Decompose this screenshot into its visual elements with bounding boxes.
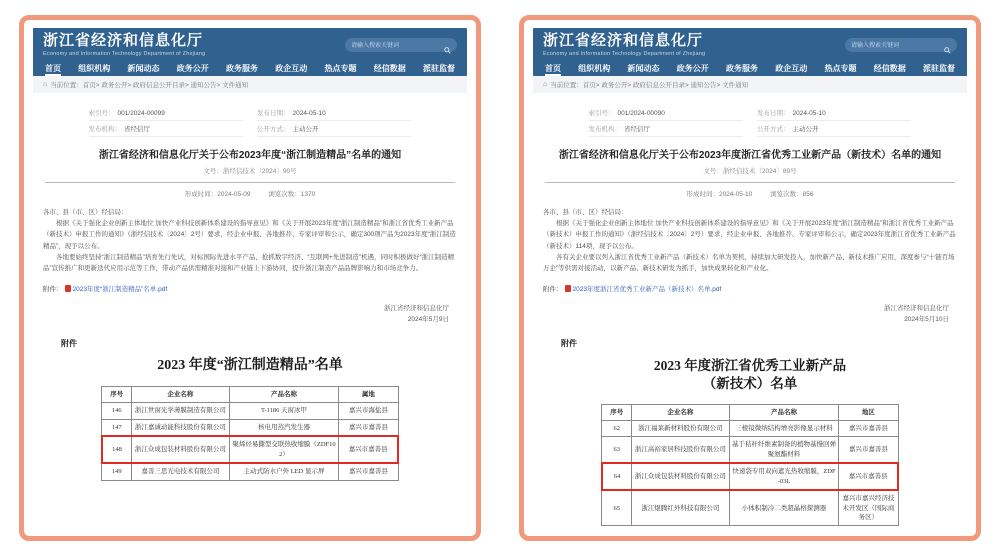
- main-nav: [33, 59, 467, 76]
- nav-item-gov-disclosure[interactable]: 政务公开: [676, 63, 709, 73]
- search-placeholder: 请输入搜索关键词: [351, 43, 400, 50]
- signature-block: [43, 303, 457, 326]
- view-count: 浏览次数：856: [770, 190, 814, 198]
- nav-item-hot-topics[interactable]: 热点专题: [324, 63, 357, 73]
- nav-item-organization[interactable]: 组织机构: [78, 63, 111, 73]
- meta-pub-date: 2024-05-10: [292, 109, 326, 117]
- site-subtitle: Economy and Information Technology Department of Zhejiang: [43, 50, 206, 57]
- table-row: 65 浙江焜腾红外科技有限公司 小体积制冷二类超晶格探测器 嘉兴市嘉兴经济技术开发区（国际商务区）: [602, 490, 898, 526]
- doc-stats: [543, 189, 957, 198]
- meta-open-mode: 主动公开: [292, 125, 319, 133]
- nav-item-home[interactable]: 首页: [45, 63, 61, 76]
- salutation: 各市、县（市、区）经信局：: [543, 208, 628, 216]
- search-input[interactable]: [845, 38, 957, 52]
- table-row: 146 浙江世窗光学薄膜制造有限公司 T-1186 天窗冰甲 嘉兴市海盐县: [102, 403, 398, 419]
- site-header: [33, 28, 467, 76]
- home-icon: ⌂: [43, 80, 48, 88]
- site-title: 浙江省经济和信息化厅: [543, 32, 704, 49]
- search-icon[interactable]: [444, 41, 451, 48]
- pdf-icon: [565, 285, 571, 292]
- appendix-title: 2023 年度“浙江制造精品”名单: [157, 358, 343, 374]
- doc-body: [43, 207, 457, 275]
- breadcrumb[interactable]: ⌂ 当前位置：首页> 政务公开> 政府信息公开目录> 通知公告> 文件通知: [33, 76, 467, 93]
- attachment-link[interactable]: 2023年度浙江省优秀工业新产品（新技术）名单.pdf: [572, 285, 722, 293]
- site-title: 浙江省经济和信息化厅: [43, 32, 204, 49]
- signature-org: 浙江省经济和信息化厅: [884, 304, 949, 312]
- doc-number: 文号：浙经信技术〔2024〕90号: [203, 167, 297, 175]
- results-table-left: [101, 386, 399, 481]
- signature-date: 2024年5月9日: [407, 316, 449, 324]
- nav-item-organization[interactable]: 组织机构: [578, 63, 611, 73]
- site-subtitle: Economy and Information Technology Department of Zhejiang: [543, 50, 706, 57]
- doc-body: [543, 207, 957, 275]
- table-row-highlighted: 148 浙江众成包装材料股份有限公司 聚烯烃易撕型交联热收缩膜（ZDF102） 嘉兴市嘉善县: [102, 436, 398, 463]
- screenshot-panel-left: [19, 15, 481, 541]
- salutation: 各市、县（市、区）经信局：: [43, 208, 128, 216]
- meta-open-mode: 主动公开: [792, 125, 819, 133]
- home-icon: ⌂: [543, 80, 548, 88]
- site-header: [533, 28, 967, 76]
- nav-item-hot-topics[interactable]: 热点专题: [824, 63, 857, 73]
- table-header-row: 序号 企业名称 产品名称 属地: [102, 387, 398, 403]
- nav-item-supervision[interactable]: 派驻监督: [923, 63, 955, 73]
- meta-index-no: 001/2024-00090: [617, 109, 665, 117]
- body-paragraph-1: 根据《关于强化企业创新主体地位 加快产业科技创新体系建设的指导意见》和《关于开展2023年度“浙江制造精品”和浙江省优秀工业新产品（新技术）申报工作的通知》（浙经信技术〔2024〕2号）要求，经企业申报、各地推荐、专家评审和公示，确定300项产品为2023年度“浙江制造精品”，现予以公布。: [43, 219, 456, 250]
- nav-item-industry-data[interactable]: 经信数据: [373, 63, 406, 73]
- meta-pub-org: 省经信厅: [124, 125, 151, 133]
- document-right: [533, 93, 967, 527]
- body-paragraph-2: 各有关企业要以列入浙江省优秀工业新产品（新技术）名单为契机，持续加大研发投入，加快新产品、新技术推广应用，深度参与“十链百场万企”等供需对接活动，以新产品、新技术研发为抓手，加快成果转化和产业化。: [543, 254, 955, 273]
- meta-pub-date: 2024-05-10: [792, 109, 826, 117]
- nav-item-gov-services[interactable]: 政务服务: [226, 63, 258, 73]
- signature-block: [543, 303, 957, 326]
- meta-pub-org: 省经信厅: [624, 125, 651, 133]
- nav-item-industry-data[interactable]: 经信数据: [873, 63, 906, 73]
- formed-time: 形成时间：2024-05-10: [686, 190, 753, 198]
- pdf-icon: [65, 285, 71, 292]
- formed-time: 形成时间：2024-05-09: [184, 190, 251, 198]
- nav-item-gov-disclosure[interactable]: 政务公开: [176, 63, 209, 73]
- nav-item-home[interactable]: 首页: [545, 63, 561, 76]
- doc-title: 浙江省经济和信息化厅关于公布2023年度“浙江制造精品”名单的通知: [98, 149, 402, 161]
- nav-item-news[interactable]: 新闻动态: [127, 63, 160, 73]
- site-logo: [43, 33, 205, 57]
- attachment-row: 附件： 2023年度浙江省优秀工业新产品（新技术）名单.pdf: [543, 285, 722, 293]
- appendix-label: 附件: [61, 339, 77, 349]
- body-paragraph-1: 根据《关于强化企业创新主体地位 加快产业科技创新体系建设的指导意见》和《关于开展2023年度“浙江制造精品”和浙江省优秀工业新产品（新技术）申报工作的通知》（浙经信技术〔2024〕2号）要求，经企业申报、各地推荐、专家评审和公示，确定2023年度浙江省优秀工业新产品（新技术）114项，现予以公布。: [543, 219, 956, 250]
- search-input[interactable]: [345, 38, 457, 52]
- search-placeholder: 请输入搜索关键词: [851, 43, 900, 50]
- table-header-row: 序号 企业名称 产品名称 地区: [602, 404, 898, 420]
- signature-org: 浙江省经济和信息化厅: [384, 304, 449, 312]
- document-left: [33, 93, 467, 481]
- screenshot-panel-right: [519, 15, 981, 541]
- nav-item-gov-services[interactable]: 政务服务: [726, 63, 758, 73]
- table-row: 63 浙江高裕家居科技股份有限公司 基于秸秆纤维素制备的植物基慢回弹聚氨酯材料 嘉兴市嘉善县: [602, 437, 898, 463]
- doc-title: 浙江省经济和信息化厅关于公布2023年度浙江省优秀工业新产品（新技术）名单的通知: [558, 149, 942, 161]
- doc-meta: 索引号： 001/2024-00099 发布日期： 2024-05-10 发布机构： 省经信厅 公开方式： 主动公开: [89, 105, 412, 137]
- site-logo: [543, 33, 705, 57]
- breadcrumb[interactable]: ⌂ 当前位置：首页> 政务公开> 政府信息公开目录> 通知公告> 文件通知: [533, 76, 967, 93]
- nav-item-interaction[interactable]: 政企互动: [275, 63, 308, 73]
- nav-item-interaction[interactable]: 政企互动: [775, 63, 808, 73]
- appendix-label: 附件: [561, 339, 577, 349]
- body-paragraph-2: 各地要始终坚持“浙江制造精品”培育先行先试，对标国际先进水平产品，抢抓数字经济、“互联网+先进制造”机遇，同时积极做好“浙江制造精品”宣传推广和更新迭代应用示范等工作，带动产品供需精准对接和产业链上下游协同，提升浙江制造产品品牌影响力和市场竞争力。: [43, 254, 455, 273]
- doc-stats: [43, 189, 457, 198]
- nav-item-news[interactable]: 新闻动态: [627, 63, 660, 73]
- results-table-right: [601, 404, 899, 527]
- doc-meta: 索引号： 001/2024-00090 发布日期： 2024-05-10 发布机构： 省经信厅 公开方式： 主动公开: [589, 105, 912, 137]
- view-count: 浏览次数：1370: [268, 190, 316, 198]
- doc-number: 文号：浙经信技术〔2024〕89号: [703, 167, 797, 175]
- meta-index-no: 001/2024-00099: [117, 109, 165, 117]
- table-row-highlighted: 64 浙江众成包装材料股份有限公司 快递袋专用双向遮光热收缩膜，ZDF-03L 嘉兴市嘉善县: [602, 463, 898, 490]
- table-row: 147 浙江嘉诚动能科技股份有限公司 核电用蒸汽发生器 嘉兴市嘉善县: [102, 419, 398, 436]
- table-row: 62 浙江福莱新材料股份有限公司 三棱镜微纳结构增亮影像显示材料 嘉兴市嘉善县: [602, 420, 898, 436]
- main-nav: [533, 59, 967, 76]
- signature-date: 2024年5月10日: [904, 316, 949, 324]
- appendix-title: 2023 年度浙江省优秀工业新产品 （新技术）名单: [653, 358, 847, 392]
- attachment-link[interactable]: 2023年度“浙江制造精品”名单.pdf: [72, 285, 168, 293]
- table-row: 149 嘉善三思光电技术有限公司 主动式防水户外 LED 显示屏 嘉兴市嘉善县: [102, 463, 398, 480]
- attachment-row: 附件： 2023年度“浙江制造精品”名单.pdf: [43, 285, 168, 293]
- nav-item-supervision[interactable]: 派驻监督: [423, 63, 455, 73]
- search-icon[interactable]: [944, 41, 951, 48]
